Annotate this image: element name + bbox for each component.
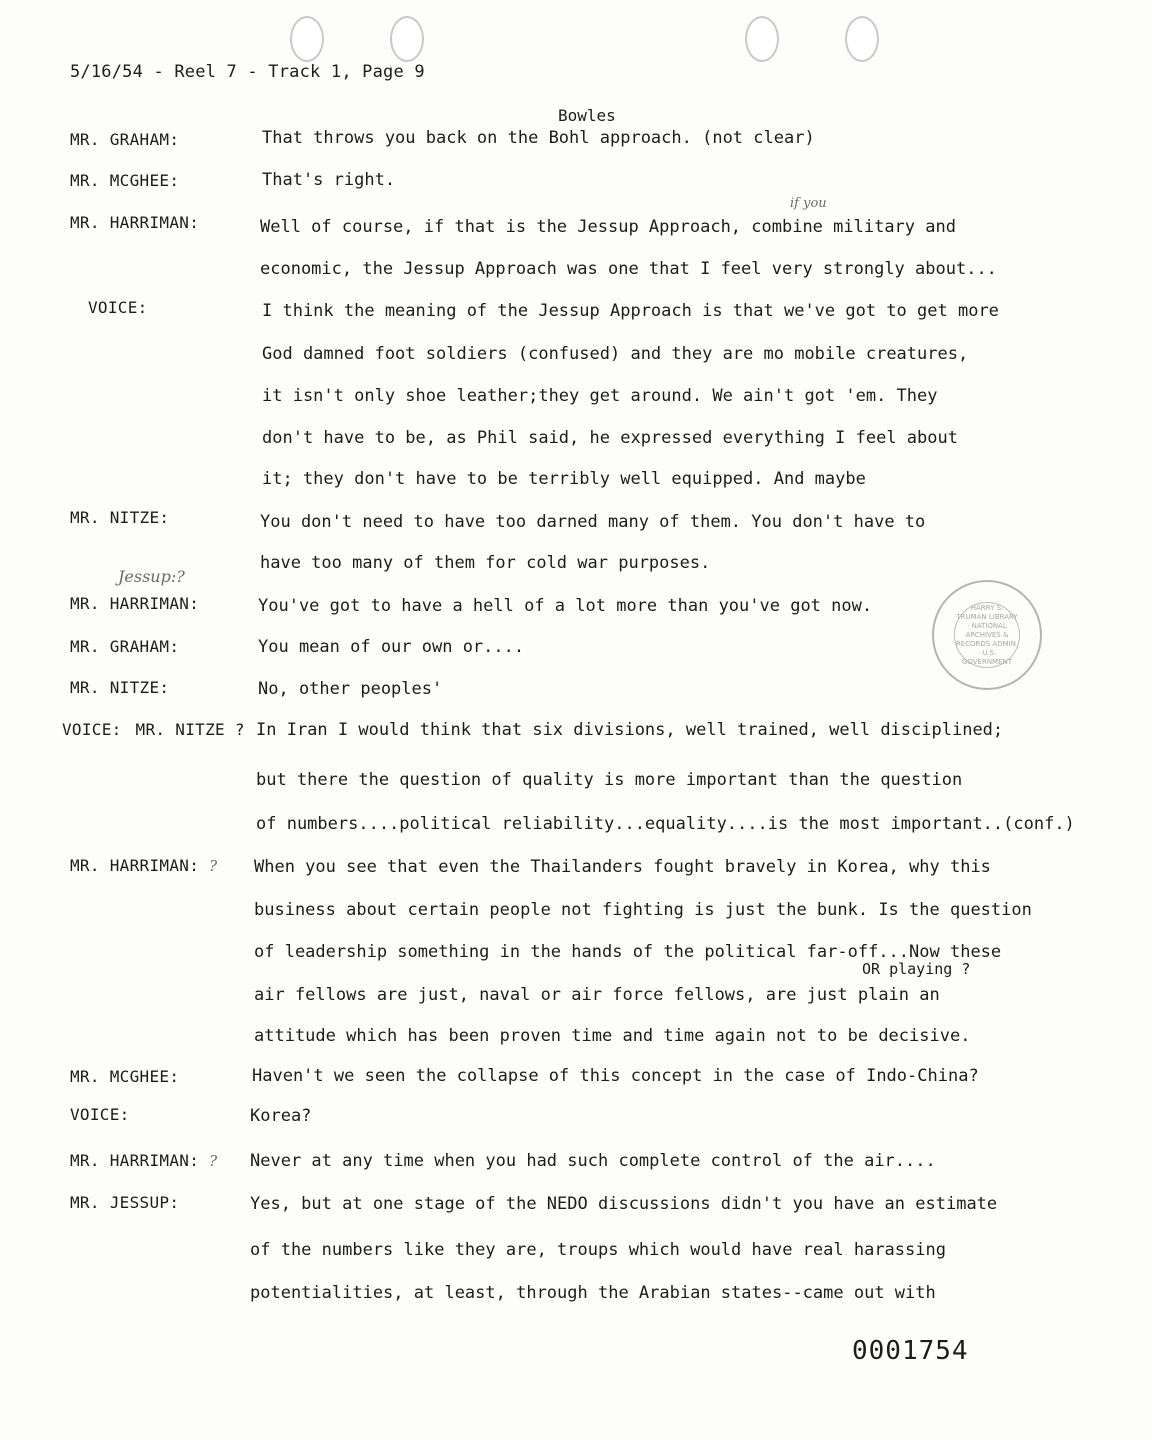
speaker-label	[70, 1151, 217, 1170]
dialogue-line: God damned foot soldiers (confused) and they are mo mobile creatures,	[262, 344, 969, 364]
dialogue-line: Yes, but at one stage of the NEDO discussions didn't you have an estimate	[250, 1194, 998, 1214]
speaker-label	[70, 856, 217, 875]
speaker-name: MR. HARRIMAN:	[70, 1151, 200, 1170]
speaker-label: MR. NITZE:	[70, 678, 170, 697]
speaker-label: MR. MCGHEE:	[70, 1067, 180, 1086]
speaker-label: MR. MCGHEE:	[70, 171, 180, 190]
punch-hole	[745, 16, 779, 62]
dialogue-line: but there the question of quality is more important than the question	[256, 770, 963, 790]
dialogue-line: I think the meaning of the Jessup Approach is that we've got to get more	[262, 301, 999, 321]
speaker-label: MR. HARRIMAN:	[70, 594, 200, 613]
dialogue-line: You don't need to have too darned many of them. You don't have to	[260, 512, 926, 532]
speaker-label: MR. NITZE:	[70, 508, 170, 527]
speaker-label: VOICE:	[88, 298, 148, 317]
dialogue-line: You've got to have a hell of a lot more than you've got now.	[258, 596, 873, 616]
punch-hole	[845, 16, 879, 62]
dialogue-line: In Iran I would think that six divisions, well trained, well disciplined;	[256, 720, 1004, 740]
dialogue-line: have too many of them for cold war purposes.	[260, 553, 711, 573]
dialogue-line: You mean of our own or....	[258, 637, 525, 657]
dialogue-line: potentialities, at least, through the Arabian states--came out with	[250, 1283, 936, 1303]
dialogue-line: When you see that even the Thailanders fought bravely in Korea, why this	[254, 857, 991, 877]
speaker-note: ?	[209, 1152, 218, 1170]
speaker-note: MR. NITZE ?	[135, 720, 245, 739]
speaker-label	[62, 720, 245, 739]
dialogue-line: Well of course, if that is the Jessup Approach, combine military and	[260, 217, 956, 237]
dialogue-line: That throws you back on the Bohl approach. (not clear)	[262, 128, 815, 148]
speaker-label: MR. HARRIMAN:	[70, 213, 200, 232]
speaker-name: MR. HARRIMAN:	[70, 856, 200, 875]
dialogue-line: don't have to be, as Phil said, he expressed everything I feel about	[262, 428, 958, 448]
dialogue-line: of the numbers like they are, troups which would have real harassing	[250, 1240, 946, 1260]
date-text: 5/16/54	[70, 62, 144, 82]
archive-stamp	[932, 580, 1042, 690]
stamp-text: HARRY S. TRUMAN LIBRARY · NATIONAL ARCHIVES & RECORDS ADMIN. · U.S. GOVERNMENT	[954, 602, 1020, 668]
dialogue-line: That's right.	[262, 170, 396, 190]
dialogue-line: economic, the Jessup Approach was one that I feel very strongly about...	[260, 259, 997, 279]
speaker-name: VOICE:	[62, 720, 122, 739]
speaker-label: MR. GRAHAM:	[70, 637, 180, 656]
dialogue-line: business about certain people not fighting is just the bunk. Is the question	[254, 900, 1032, 920]
speaker-label: MR. GRAHAM:	[70, 130, 180, 149]
dialogue-line: Haven't we seen the collapse of this concept in the case of Indo-China?	[252, 1066, 979, 1086]
dialogue-line: No, other peoples'	[258, 679, 443, 699]
speaker-label: VOICE:	[70, 1105, 130, 1124]
dialogue-line: it; they don't have to be terribly well equipped. And maybe	[262, 469, 866, 489]
speaker-note: ?	[209, 857, 218, 875]
dialogue-line: Never at any time when you had such complete control of the air....	[250, 1151, 936, 1171]
page-header: 5/16/54 - Reel 7 - Track 1, Page 9	[70, 62, 425, 82]
speaker-note: Jessup:?	[118, 567, 185, 586]
insert-bowles: Bowles	[558, 106, 616, 125]
punch-hole	[390, 16, 424, 62]
dialogue-line: Korea?	[250, 1106, 312, 1126]
document-number: 0001754	[852, 1336, 969, 1366]
insert-if-you: if you	[790, 196, 827, 211]
punch-hole	[290, 16, 324, 62]
dialogue-line: of numbers....political reliability...equality....is the most important..(conf.)	[256, 814, 1075, 834]
dialogue-line: of leadership something in the hands of the political far-off...Now these	[254, 942, 1002, 962]
reel-track-page: Reel 7 - Track 1, Page 9	[174, 62, 425, 82]
dialogue-line: it isn't only shoe leather;they get around. We ain't got 'em. They	[262, 386, 938, 406]
dialogue-line: attitude which has been proven time and time again not to be decisive.	[254, 1026, 971, 1046]
speaker-label: MR. JESSUP:	[70, 1193, 180, 1212]
dialogue-line: air fellows are just, naval or air force fellows, are just plain an	[254, 985, 940, 1005]
insert-or-playing: OR playing ?	[862, 960, 971, 978]
